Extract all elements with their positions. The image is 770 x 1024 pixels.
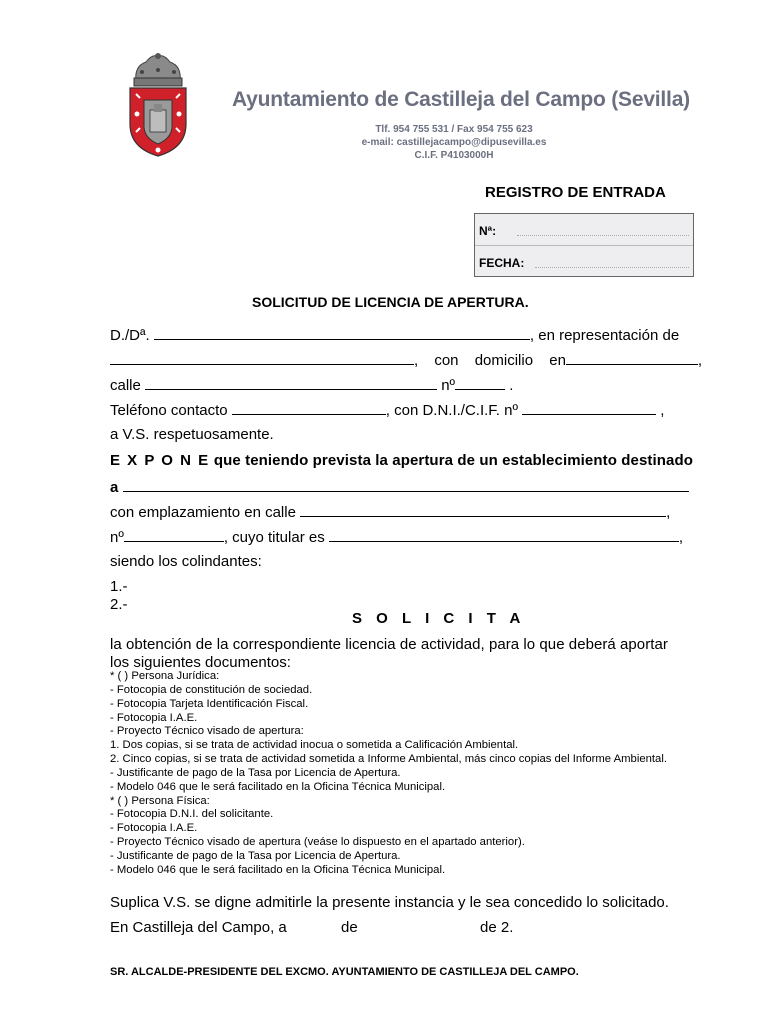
expone-text: que teniendo prevista la apertura de un establecimiento destinado bbox=[213, 452, 693, 469]
domicilio-field[interactable] bbox=[566, 350, 698, 365]
domicilio-label: domicilio bbox=[474, 352, 534, 369]
numero-field[interactable] bbox=[455, 375, 505, 390]
comma: , bbox=[666, 504, 671, 521]
document-item: 2. Cinco copias, si se trata de actividad sometida a Informe Ambiental, más cinco copias del Informe Ambiental. bbox=[110, 753, 667, 766]
emplazamiento-line bbox=[110, 502, 670, 521]
document-item: * ( ) Persona Física: bbox=[110, 794, 210, 807]
applicant-line bbox=[110, 325, 679, 344]
suplica-text: Suplica V.S. se digne admitirle la presente instancia y le sea concedido lo solicitado. bbox=[110, 894, 669, 911]
emplazamiento-numero-field[interactable] bbox=[124, 527, 224, 542]
registro-numero-field[interactable] bbox=[517, 235, 689, 236]
titular-line bbox=[110, 527, 683, 546]
comma: , bbox=[678, 529, 684, 546]
emplazamiento-label: con emplazamiento en calle bbox=[110, 504, 296, 521]
colindante-1: 1.- bbox=[110, 578, 128, 595]
calle-label: calle bbox=[110, 377, 141, 394]
representation-label: , en representación de bbox=[529, 327, 680, 344]
form-title: SOLICITUD DE LICENCIA DE APERTURA. bbox=[252, 294, 529, 310]
document-item: - Fotocopia I.A.E. bbox=[110, 711, 198, 724]
document-item: - Proyecto Técnico visado de apertura: bbox=[110, 725, 304, 738]
document-item: - Justificante de pago de la Tasa por Licencia de Apertura. bbox=[110, 766, 401, 779]
respetuosamente-text: a V.S. respetuosamente. bbox=[110, 426, 274, 443]
solicita-heading: S O L I C I T A bbox=[352, 610, 526, 627]
emplazamiento-field[interactable] bbox=[300, 502, 666, 517]
document-item: - Modelo 046 que le será facilitado en la Oficina Técnica Municipal. bbox=[110, 863, 446, 876]
comma: , bbox=[414, 352, 419, 369]
fecha-lugar-label: En Castilleja del Campo, a bbox=[110, 919, 287, 936]
colindante-2: 2.- bbox=[110, 596, 128, 613]
document-item: - Fotocopia de constitución de sociedad. bbox=[110, 683, 313, 696]
document-item: 1. Dos copias, si se trata de actividad inocua o sometida a Calificación Ambiental. bbox=[110, 739, 519, 752]
document-item: - Fotocopia D.N.I. del solicitante. bbox=[110, 808, 274, 821]
documents-list bbox=[110, 670, 698, 878]
represented-field[interactable] bbox=[110, 350, 414, 365]
expone-heading: E X P O N E bbox=[110, 452, 210, 469]
telefono-line bbox=[110, 400, 664, 419]
fecha-de-label-2: de 2. bbox=[480, 919, 514, 936]
destino-a-label: a bbox=[110, 479, 119, 496]
numero-label: nº bbox=[110, 529, 124, 546]
registro-title: REGISTRO DE ENTRADA bbox=[485, 184, 666, 201]
coat-of-arms-logo bbox=[126, 52, 190, 158]
period: . bbox=[509, 377, 514, 394]
registro-fecha-field[interactable] bbox=[535, 267, 689, 268]
en-label: en bbox=[549, 352, 566, 369]
municipality-title: Ayuntamiento de Castilleja del Campo (Sevilla) bbox=[232, 88, 690, 111]
dni-label: , con D.N.I./C.I.F. nº bbox=[385, 402, 518, 419]
calle-line bbox=[110, 375, 513, 394]
comma: , bbox=[697, 352, 703, 369]
comma: , bbox=[660, 402, 665, 419]
registro-fecha-label: FECHA: bbox=[479, 256, 525, 270]
destino-line bbox=[110, 477, 689, 496]
document-item: * ( ) Persona Jurídica: bbox=[110, 670, 220, 682]
document-item: - Fotocopia I.A.E. bbox=[110, 822, 198, 835]
document-item: - Justificante de pago de la Tasa por Licencia de Apertura. bbox=[110, 849, 401, 862]
applicant-prefix: D./Dª. bbox=[110, 327, 150, 344]
document-item: - Modelo 046 que le será facilitado en la Oficina Técnica Municipal. bbox=[110, 780, 446, 793]
obtencion-text-1: la obtención de la correspondiente licencia de actividad, para lo que deberá aportar bbox=[110, 636, 668, 653]
phone-fax: Tlf. 954 755 531 / Fax 954 755 623 bbox=[375, 124, 533, 135]
telefono-field[interactable] bbox=[232, 400, 386, 415]
registro-numero-row bbox=[475, 214, 693, 245]
obtencion-text-2: los siguientes documentos: bbox=[110, 654, 291, 671]
cif-number: C.I.F. P4103000H bbox=[414, 150, 494, 161]
applicant-name-field[interactable] bbox=[154, 325, 530, 340]
numero-label: nº bbox=[441, 377, 456, 394]
titular-field[interactable] bbox=[329, 527, 679, 542]
represented-line bbox=[110, 350, 702, 369]
con-label: con bbox=[434, 352, 459, 369]
registro-box bbox=[474, 213, 694, 277]
dni-field[interactable] bbox=[522, 400, 656, 415]
email-address: e-mail: castillejacampo@dipusevilla.es bbox=[361, 137, 547, 148]
titular-label: , cuyo titular es bbox=[223, 529, 325, 546]
registro-numero-label: Nª: bbox=[479, 224, 497, 238]
colindantes-label: siendo los colindantes: bbox=[110, 553, 262, 570]
expone-line bbox=[110, 452, 693, 469]
document-item: - Fotocopia Tarjeta Identificación Fiscal. bbox=[110, 697, 309, 710]
registro-fecha-row bbox=[475, 245, 693, 277]
destino-field[interactable] bbox=[123, 477, 689, 492]
telefono-label: Teléfono contacto bbox=[110, 402, 228, 419]
document-item: - Proyecto Técnico visado de apertura (veáse lo dispuesto en el apartado anterior). bbox=[110, 836, 525, 849]
footer-addressee: SR. ALCALDE-PRESIDENTE DEL EXCMO. AYUNTAMIENTO DE CASTILLEJA DEL CAMPO. bbox=[110, 966, 579, 978]
calle-field[interactable] bbox=[145, 375, 437, 390]
fecha-de-label-1: de bbox=[341, 919, 358, 936]
